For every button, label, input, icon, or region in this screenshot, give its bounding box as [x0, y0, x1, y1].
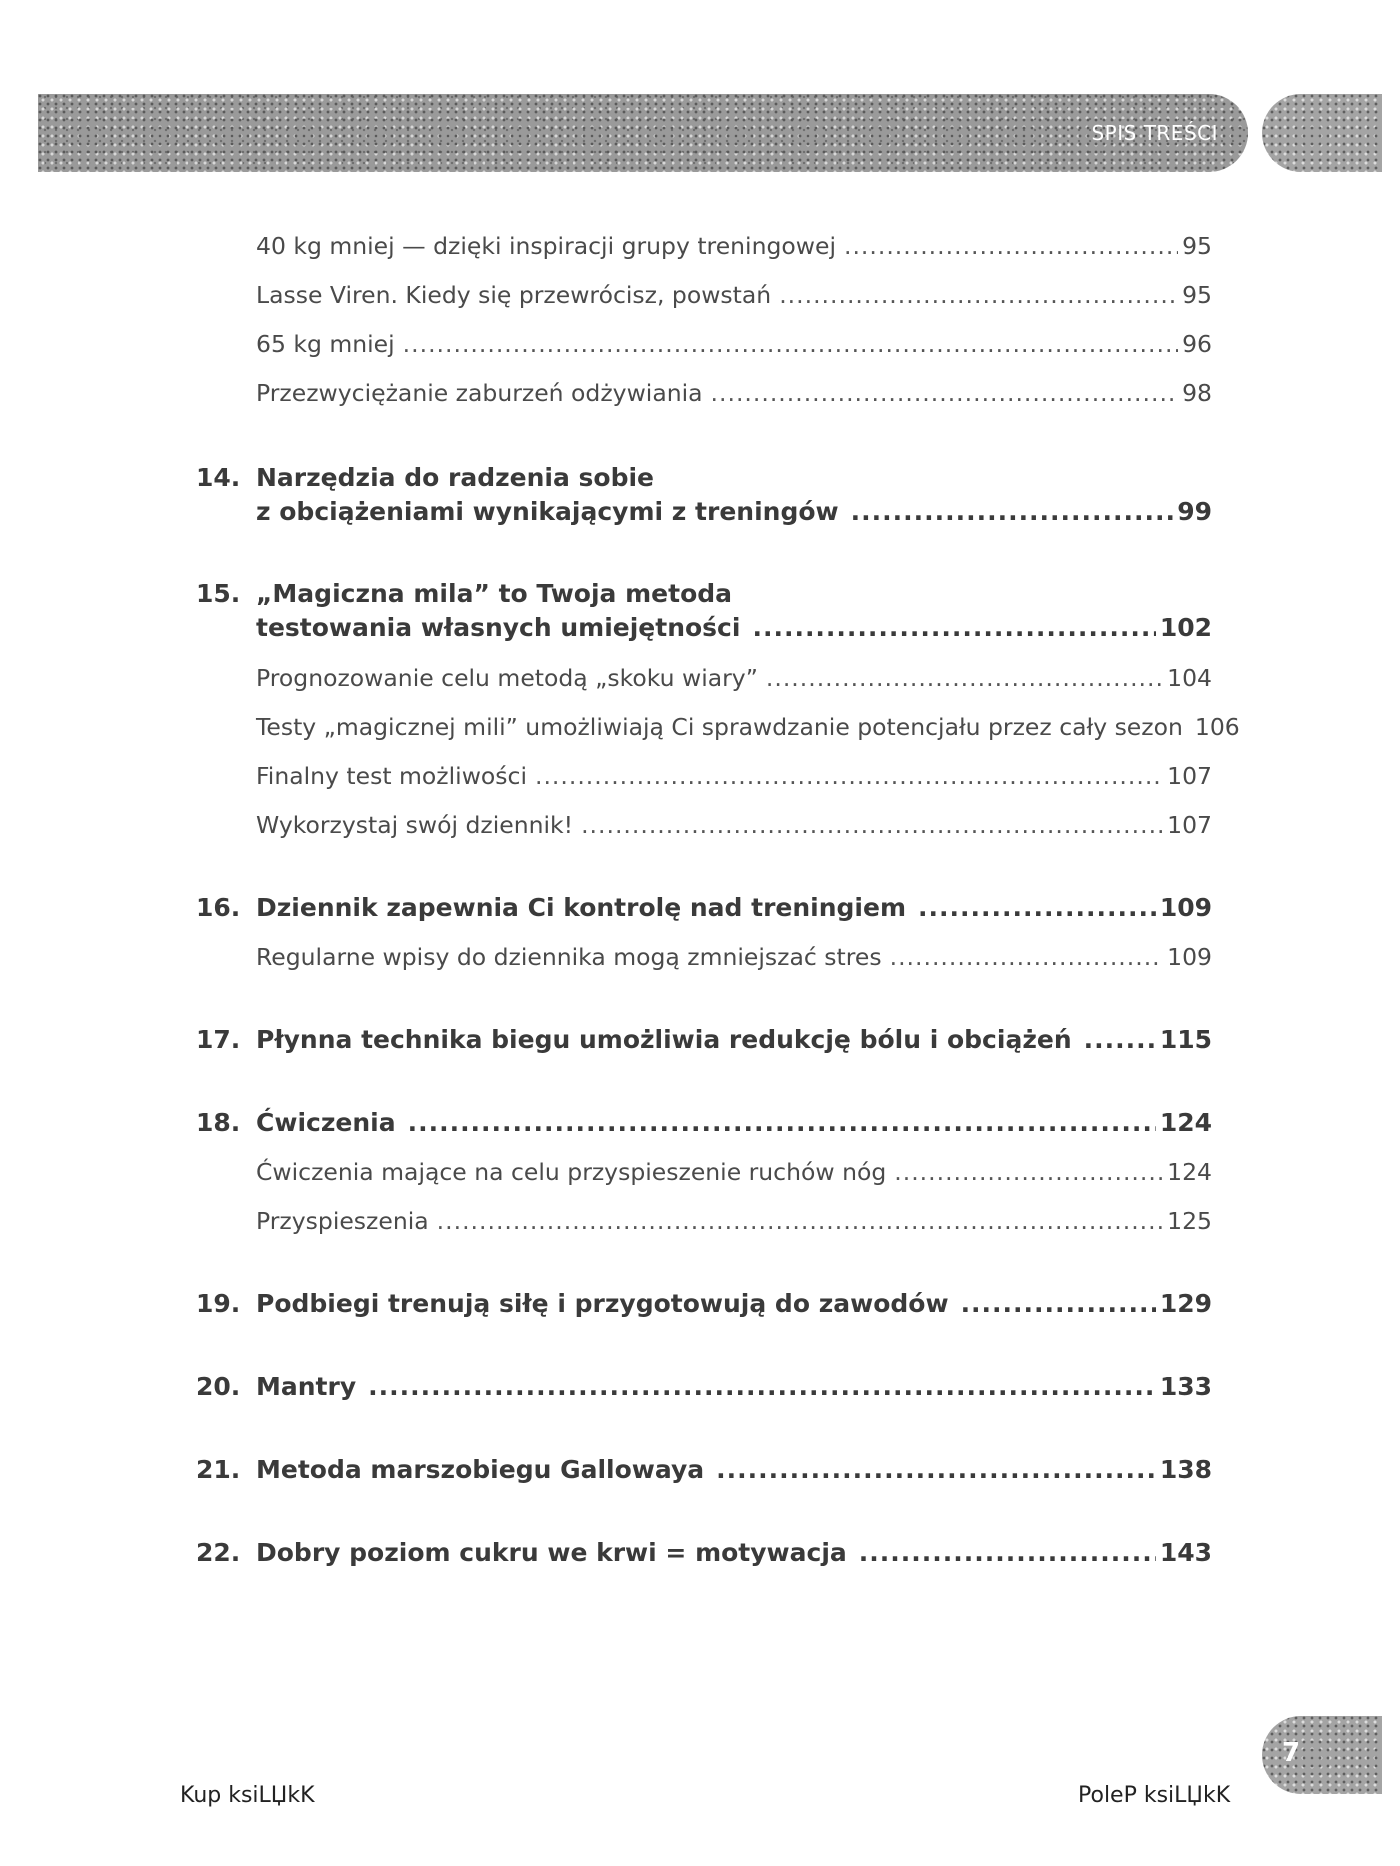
recommend-book-link[interactable]: PoleP ksiLЏkK	[1078, 1783, 1231, 1808]
header-tab-decoration	[1262, 94, 1382, 172]
section-title: SPIS TREŚCI	[1091, 121, 1218, 145]
header-band	[38, 94, 1248, 172]
page-number: 7	[1282, 1738, 1301, 1768]
page-number-tab	[1262, 1716, 1382, 1794]
buy-book-link[interactable]: Kup ksiLЏkK	[180, 1783, 315, 1808]
toc-entry[interactable]: Regularne wpisy do dziennika mogą zmniejszać stres ..... 109	[256, 943, 1212, 971]
toc-entry[interactable]: 65 kg mniej ..... 96	[256, 330, 1212, 358]
toc-entry[interactable]: 40 kg mniej — dzięki inspiracji grupy treningowej ..... 95	[256, 232, 1212, 260]
toc-entry[interactable]: Finalny test możliwości ..... 107	[256, 762, 1212, 790]
toc-entry[interactable]: Lasse Viren. Kiedy się przewrócisz, powstań ..... 95	[256, 281, 1212, 309]
toc-entry[interactable]: Przyspieszenia ..... 125	[256, 1207, 1212, 1235]
toc-entry[interactable]: Wykorzystaj swój dziennik! ..... 107	[256, 811, 1212, 839]
toc-entry[interactable]: Przezwyciężanie zaburzeń odżywiania ..... 98	[256, 379, 1212, 407]
toc-entry[interactable]: Prognozowanie celu metodą „skoku wiary” ..... 104	[256, 664, 1212, 692]
toc-entry[interactable]: Testy „magicznej mili” umożliwiają Ci sprawdzanie potencjału przez cały sezon 106	[256, 713, 1240, 741]
toc-entry[interactable]: Ćwiczenia mające na celu przyspieszenie ruchów nóg ..... 124	[256, 1158, 1212, 1186]
